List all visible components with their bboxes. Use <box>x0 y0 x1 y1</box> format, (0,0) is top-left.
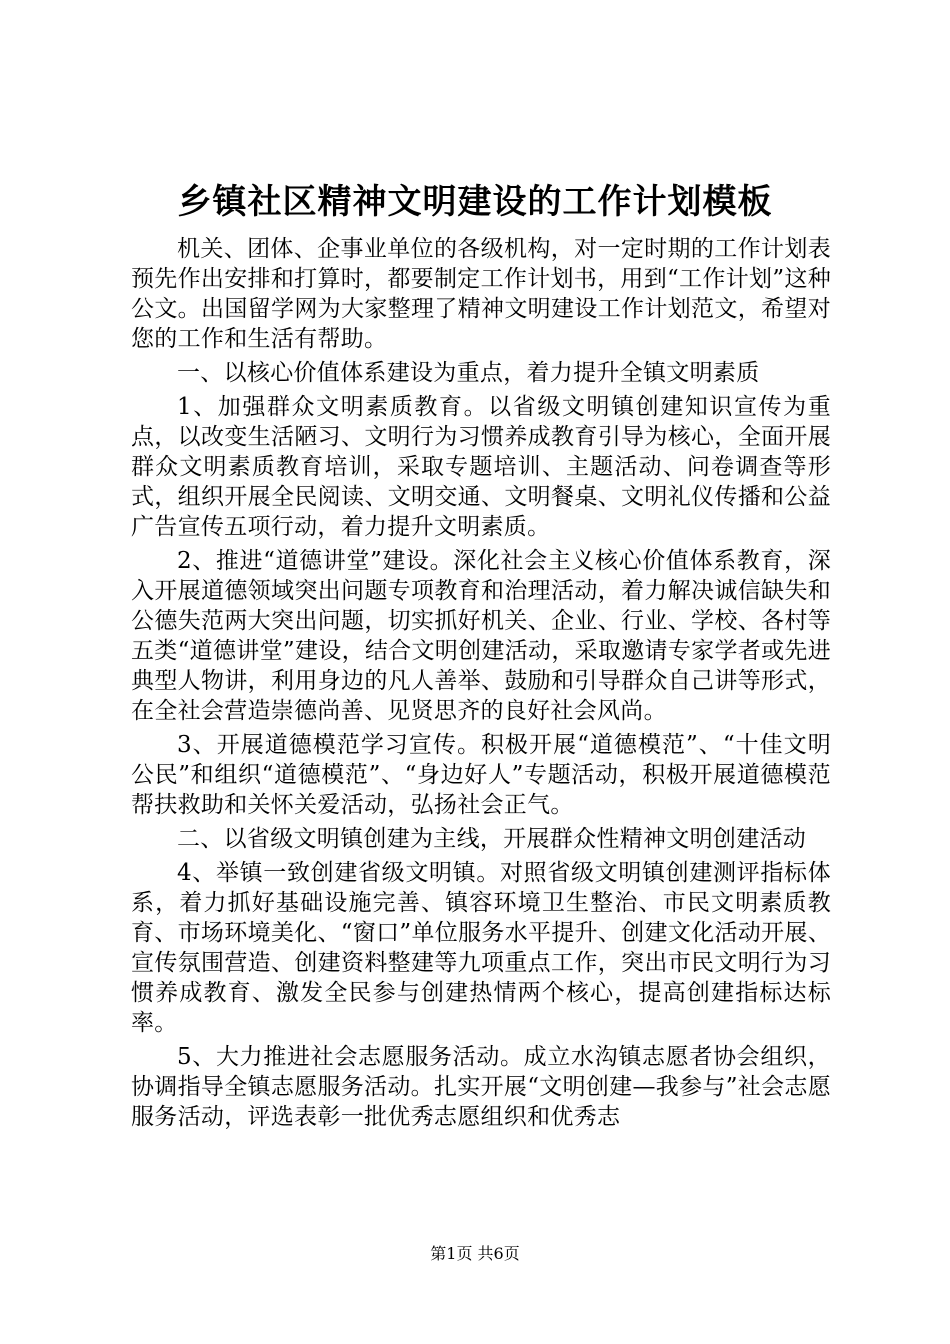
item-paragraph-4: 4、举镇一致创建省级文明镇。对照省级文明镇创建测评指标体系，着力抓好基础设施完善、镇容环境卫生整治、市民文明素质教育、市场环境美化、“窗口”单位服务水平提升、创建文化活动开展、宣传氛围营造、创建资料整建等九项重点工作，突出市民文明行为习惯养成教育、激发全民参与创建热情两个核心，提高创建指标达标率。 <box>131 860 831 1036</box>
item-paragraph-3: 3、开展道德模范学习宣传。积极开展“道德模范”、“十佳文明公民”和组织“道德模范”、“身边好人”专题活动，积极开展道德模范帮扶救助和关怀关爱活动，弘扬社会正气。 <box>131 732 831 818</box>
intro-paragraph: 机关、团体、企事业单位的各级机构，对一定时期的工作计划表预先作出安排和打算时，都要制定工作计划书，用到“工作计划”这种公文。出国留学网为大家整理了精神文明建设工作计划范文，希望对您的工作和生活有帮助。 <box>131 236 831 352</box>
item-paragraph-2: 2、推进“道德讲堂”建设。深化社会主义核心价值体系教育，深入开展道德领域突出问题专项教育和治理活动，着力解决诚信缺失和公德失范两大突出问题，切实抓好机关、企业、行业、学校、各村等五类“道德讲堂”建设，结合文明创建活动，采取邀请专家学者或先进典型人物讲，利用身边的凡人善举、鼓励和引导群众自己讲等形式，在全社会营造崇德尚善、见贤思齐的良好社会风尚。 <box>131 548 831 724</box>
document-body <box>131 234 831 1136</box>
section-heading-1: 一、以核心价值体系建设为重点，着力提升全镇文明素质 <box>177 360 760 386</box>
section-heading-2: 二、以省级文明镇创建为主线，开展群众性精神文明创建活动 <box>177 826 807 852</box>
item-paragraph-1: 1、加强群众文明素质教育。以省级文明镇创建知识宣传为重点，以改变生活陋习、文明行为习惯养成教育引导为核心，全面开展群众文明素质教育培训，采取专题培训、主题活动、问卷调查等形式，组织开展全民阅读、文明交通、文明餐桌、文明礼仪传播和公益广告宣传五项行动，着力提升文明素质。 <box>131 394 831 540</box>
item-paragraph-5: 5、大力推进社会志愿服务活动。成立水沟镇志愿者协会组织，协调指导全镇志愿服务活动。扎实开展“文明创建—我参与”社会志愿服务活动，评选表彰一批优秀志愿组织和优秀志 <box>131 1044 831 1130</box>
page-footer: 第1页 共6页 <box>430 1244 520 1263</box>
document-title: 乡镇社区精神文明建设的工作计划模板 <box>177 182 773 222</box>
